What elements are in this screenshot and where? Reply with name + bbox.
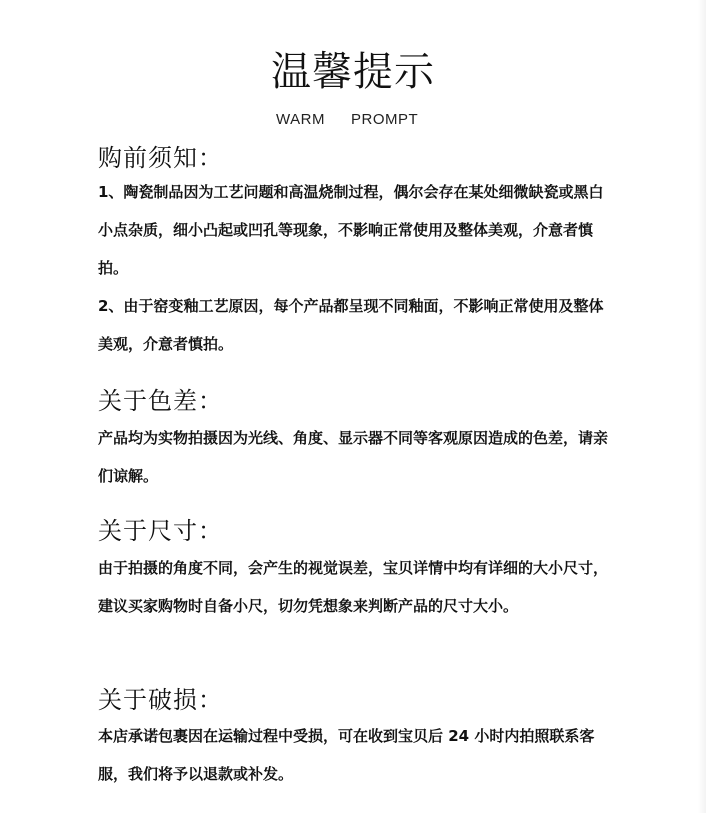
section-heading-size: 关于尺寸： <box>98 517 223 545</box>
subtitle-word-prompt: PROMPT <box>351 111 419 128</box>
page-title: 温馨提示 <box>271 49 435 95</box>
page-subtitle <box>0 110 706 130</box>
page-right-edge <box>698 0 706 813</box>
section-heading-color-difference: 关于色差： <box>98 387 223 415</box>
section-paragraph-kiln-glaze: 2、由于窑变釉工艺原因，每个产品都呈现不同釉面，不影响正常使用及整体美观，介意者慎拍。 <box>98 297 604 353</box>
section-paragraph-size: 由于拍摄的角度不同，会产生的视觉误差，宝贝详情中均有详细的大小尺寸，建议买家购物时自备小尺，切勿凭想象来判断产品的尺寸大小。 <box>98 559 609 615</box>
section-paragraph-ceramic-defects: 1、陶瓷制品因为工艺问题和高温烧制过程，偶尔会存在某处细微缺瓷或黑白小点杂质，细小凸起或凹孔等现象，不影响正常使用及整体美观，介意者慎拍。 <box>98 183 604 277</box>
section-paragraph-damage: 本店承诺包裹因在运输过程中受损，可在收到宝贝后 24 小时内拍照联系客服，我们将予以退款或补发。 <box>98 727 595 783</box>
section-heading-damage: 关于破损： <box>98 686 223 714</box>
subtitle-word-warm: WARM <box>276 111 325 128</box>
section-heading-before-purchase: 购前须知： <box>98 144 223 172</box>
section-paragraph-color-difference: 产品均为实物拍摄因为光线、角度、显示器不同等客观原因造成的色差，请亲们谅解。 <box>98 429 609 485</box>
